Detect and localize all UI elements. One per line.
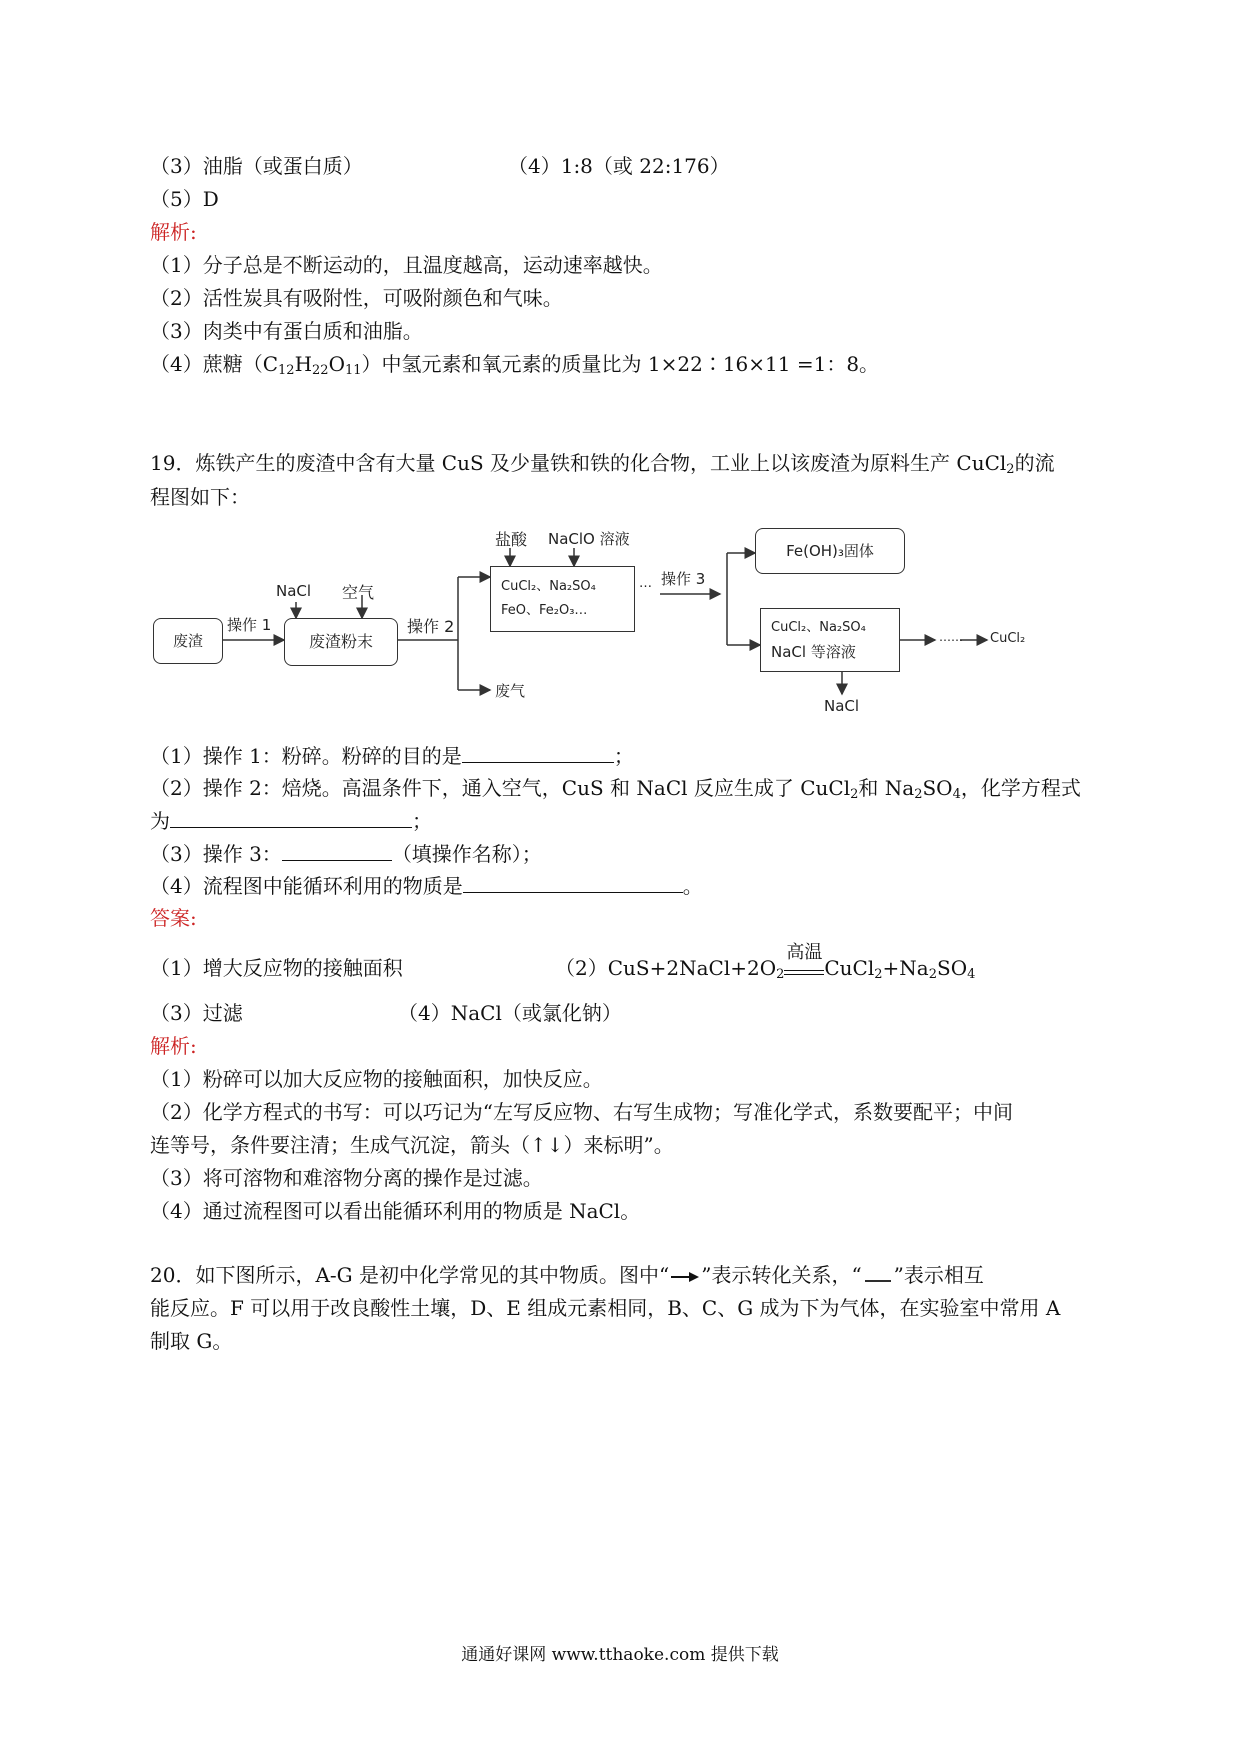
flow-input-naclo: NaClO 溶液 — [548, 530, 630, 548]
q19-explain-3: （3）将可溶物和难溶物分离的操作是过滤。 — [150, 1166, 543, 1190]
q19-sub4: （4）流程图中能循环利用的物质是 。 — [150, 874, 703, 898]
solution-line-2: NaCl 等溶液 — [771, 643, 856, 661]
q19-sub3: （3）操作 3： （填操作名称）； — [150, 842, 542, 866]
q20-line1: 20．如下图所示，A-G 是初中化学常见的其中物质。图中“ ”表示转化关系，“ ”表示相互 — [150, 1263, 984, 1287]
flow-output-nacl: NaCl — [824, 697, 860, 715]
prev-answer-4: （4）1:8（或 22:176） — [508, 154, 730, 178]
q20-line3: 制取 G。 — [150, 1329, 233, 1353]
q19-explain-2a: （2）化学方程式的书写：可以巧记为“左写反应物、右写生成物；写准化学式，系数要配平；中间 — [150, 1100, 1013, 1124]
q19-explain-2b: 连等号，条件要注清；生成气沉淀，箭头（↑↓）来标明”。 — [150, 1133, 674, 1157]
flow-output-waste-gas: 废气 — [495, 682, 526, 700]
flow-label-op3: 操作 3 — [661, 570, 706, 588]
q19-stem-line1: 19．炼铁产生的废渣中含有大量 CuS 及少量铁和铁的化合物，工业上以该废渣为原料生产 CuCl$_2$的流 — [150, 451, 1055, 477]
q19-answer-2: $(2)CuS+2NaCl+2O_2$ 高温 $CuCl_2+Na_2SO_4$ — [555, 942, 976, 982]
flow-input-air: 空气 — [342, 583, 375, 602]
answer-blank-1[interactable] — [462, 742, 614, 763]
q19-answer-3: （3）过滤 — [150, 1001, 243, 1025]
q19-explain-1: （1）粉碎可以加大反应物的接触面积，加快反应。 — [150, 1067, 603, 1091]
flow-label-op1: 操作 1 — [227, 616, 272, 634]
flow-node-mixture — [490, 566, 635, 632]
flow-label-op2: 操作 2 — [407, 617, 455, 636]
q20-line2: 能反应。F 可以用于改良酸性土壤，D、E 组成元素相同，B、C、G 成为下为气体，在实验室中常用 A — [150, 1296, 1061, 1320]
q19-answer-label: 答案: — [150, 906, 197, 930]
q19-explain-4: （4）通过流程图可以看出能循环利用的物质是 NaCl。 — [150, 1199, 641, 1223]
flow-dots: … — [639, 576, 652, 591]
q19-answer-1: （1）增大反应物的接触面积 — [150, 956, 403, 980]
q19-sub1: （1）操作 1：粉碎。粉碎的目的是 ； — [150, 744, 634, 768]
prev-answer-5: （5）D — [150, 187, 219, 211]
line-symbol-icon — [862, 1267, 894, 1287]
equation-condition: 高温 — [784, 960, 824, 975]
q19-analysis-label: 解析: — [150, 1034, 197, 1058]
answer-blank-3[interactable] — [282, 840, 392, 861]
q19-stem-line2: 程图如下： — [150, 485, 250, 509]
prev-explain-3: （3）肉类中有蛋白质和油脂。 — [150, 319, 423, 343]
page-footer: 通通好课网 www.tthaoke.com 提供下载 — [461, 1645, 779, 1665]
q19-sub2-cont: 为 ； — [150, 809, 432, 833]
flow-output-cucl2: CuCl₂ — [990, 631, 1026, 646]
answer-blank-4[interactable] — [463, 872, 683, 893]
flow-node-solution — [760, 608, 900, 672]
prev-analysis-label: 解析: — [150, 220, 197, 244]
flow-node-feoh3-solid: Fe(OH)₃固体 — [755, 528, 905, 574]
flow-input-nacl: NaCl — [276, 582, 312, 600]
prev-explain-2: （2）活性炭具有吸附性，可吸附颜色和气味。 — [150, 286, 563, 310]
q19-sub2: （2）操作 2：焙烧。高温条件下，通入空气，CuS 和 NaCl 反应生成了 CuCl$_2$和 $Na_2SO_4$，化学方程式 — [150, 776, 1081, 802]
prev-explain-4: （4）蔗糖$(C_{12}H_{22}O_{11})$中氢元素和氧元素的质量比为 1×22∶16×11 =1：8。 — [150, 352, 880, 378]
flow-node-powder: 废渣粉末 — [284, 618, 398, 666]
answer-blank-2[interactable] — [170, 807, 412, 828]
mixture-line-1: CuCl₂、Na₂SO₄ — [501, 579, 596, 594]
prev-explain-1: （1）分子总是不断运动的，且温度越高，运动速率越快。 — [150, 253, 663, 277]
prev-answer-3: （3）油脂（或蛋白质） — [150, 154, 363, 178]
q19-answer-4: （4）NaCl（或氯化钠） — [398, 1001, 622, 1025]
flow-input-hcl: 盐酸 — [495, 530, 528, 549]
flow-product-dots: …… — [939, 630, 963, 644]
solution-line-1: CuCl₂、Na₂SO₄ — [771, 620, 866, 635]
mixture-line-2: FeO、Fe₂O₃… — [501, 603, 588, 618]
arrow-symbol-icon — [669, 1267, 701, 1287]
flow-node-waste: 废渣 — [153, 618, 223, 664]
